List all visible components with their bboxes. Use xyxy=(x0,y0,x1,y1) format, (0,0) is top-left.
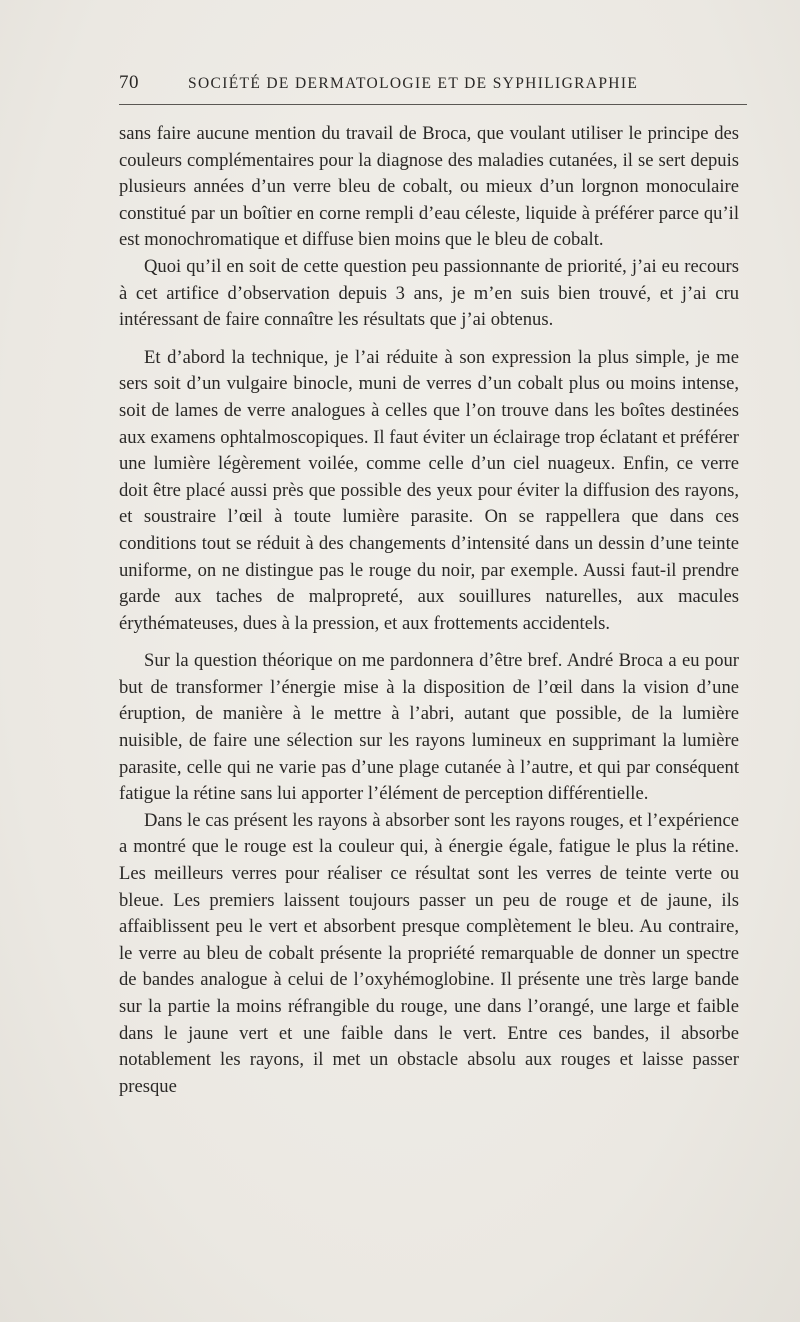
body-text xyxy=(119,121,739,1100)
page-number: 70 xyxy=(119,72,139,93)
page-header xyxy=(119,72,747,100)
running-title: SOCIÉTÉ DE DERMATOLOGIE ET DE SYPHILIGRAPHIE xyxy=(188,75,639,92)
paragraph-priority: Quoi qu’il en soit de cette question peu passionnante de priorité, j’ai eu recours à cet artifice d’observation depuis 3 ans, je m’en suis bien trouvé, et j’ai cru intéressant de faire connaître les résultats que j’ai obtenus. xyxy=(119,255,739,331)
paragraph-theory: Sur la question théorique on me pardonnera d’être bref. André Broca a eu pour but de transformer l’énergie mise à la disposition de l’œil dans la vision d’une éruption, de manière à le mettre à l’abri, autant que possible, de la lumière nuisible, de faire une sélection sur les rayons lumineux en supprimant la lumière parasite, celle qui ne varie pas d’une plage cutanée à l’autre, et qui par conséquent fatigue la rétine sans lui apporter l’élément de perception différentielle. xyxy=(119,650,739,805)
paragraph-technique: Et d’abord la technique, je l’ai réduite à son expression la plus simple, je me sers soit d’un vulgaire binocle, muni de verres d’un cobalt plus ou moins intense, soit de lames de verre analogues à celles que l’on trouve dans les boîtes destinées aux examens ophtalmoscopiques. Il faut éviter un éclairage trop éclatant et préférer une lumière légèrement voilée, comme celle d’un ciel nuageux. Enfin, ce verre doit être placé aussi près que possible des yeux pour éviter la diffusion des rayons, et soustraire l’œil à toute lumière parasite. On se rappellera que dans ces conditions tout se réduit à des changements d’intensité dans un dessin d’une teinte uniforme, on ne distingue pas le rouge du noir, par exemple. Aussi faut-il prendre garde aux taches de malpropreté, aux souillures naturelles, aux macules érythémateuses, dues à la pression, et aux frottements accidentels. xyxy=(119,346,739,634)
paragraph-absorption: Dans le cas présent les rayons à absorber sont les rayons rouges, et l’expérience a montré que le rouge est la couleur qui, à énergie égale, fatigue le plus la rétine. Les meilleurs verres pour réaliser ce résultat sont les verres de teinte verte ou bleue. Les premiers laissent toujours passer un peu de rouge et de jaune, ils affaiblissent peu le vert et absorbent presque complètement le bleu. Au contraire, le verre au bleu de cobalt présente la propriété remarquable de donner un spectre de bandes analogue à celui de l’oxyhémoglobine. Il présente une très large bande sur la partie la moins réfrangible du rouge, une dans l’orangé, une large et faible dans le jaune vert et une faible dans le vert. Entre ces bandes, il absorbe notablement les rayons, il met un obstacle absolu aux rouges et laisse passer presque xyxy=(119,809,739,1097)
header-rule xyxy=(119,104,747,105)
paragraph-continuation: sans faire aucune mention du travail de Broca, que voulant utiliser le principe des couleurs complémentaires pour la diagnose des maladies cutanées, il se sert depuis plusieurs années d’un verre bleu de cobalt, ou mieux d’un lorgnon monoculaire constitué par un boîtier en corne rempli d’eau céleste, liquide à préférer parce qu’il est monochromatique et diffuse bien moins que le bleu de cobalt. xyxy=(119,123,739,251)
